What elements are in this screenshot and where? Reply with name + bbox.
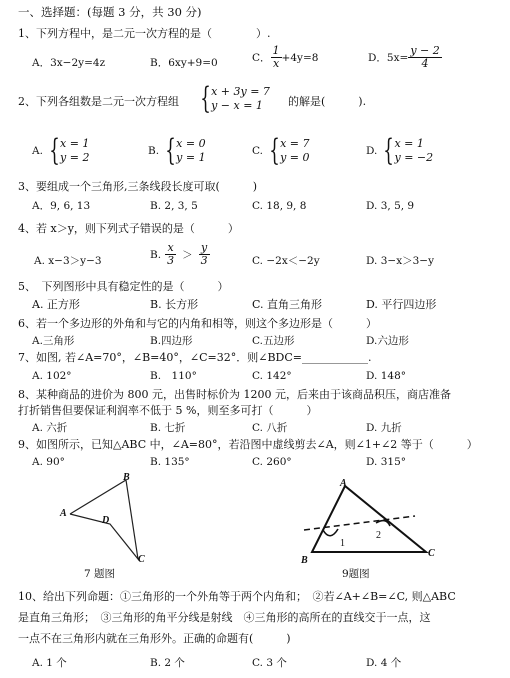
q2-b-eq1: x = 0: [176, 137, 206, 150]
question-10-stem-line3: 一点不在三角形内就在三角形外。正确的命题有( ): [18, 632, 291, 645]
q4-option-b[interactable]: [150, 242, 210, 267]
question-2-stem-tail: 的解是( ).: [288, 95, 367, 108]
fig7-label-c: C: [138, 554, 145, 565]
q3-option-d[interactable]: D. 3, 5, 9: [366, 200, 415, 212]
q2-a-eq2: y = 2: [60, 151, 90, 164]
question-3-stem: 3、要组成一个三角形,三条线段长度可取( ): [18, 180, 258, 193]
figure-9-cut-line: [304, 516, 415, 530]
fig9-label-c: C: [428, 548, 435, 559]
fig9-label-2: 2: [376, 530, 381, 541]
question-5-stem: 5、 下列图形中具有稳定性的是（ ）: [18, 280, 229, 293]
figure-9-angle-1-arc: [323, 529, 338, 536]
q8-option-d[interactable]: D. 九折: [366, 422, 402, 434]
q2-d-eq1: x = 1: [394, 137, 424, 150]
question-8-stem-line2: 打折销售但要保证利润率不低于 5 %，则至多可打（ ）: [18, 404, 318, 417]
q1-option-d-label: D．5x=: [368, 51, 409, 64]
q6-option-b[interactable]: B.四边形: [150, 335, 193, 347]
figure-9-triangle: [312, 486, 426, 552]
q2-option-a[interactable]: A. { x = 1 y = 2: [32, 133, 90, 168]
question-9-stem: 9、如图所示，已知△ABC 中，∠A=80°，若沿图中虚线剪去∠A，则∠1+∠2 等于（ ）: [18, 438, 478, 451]
question-1-stem: 1、下列方程中，是二元一次方程的是（ ）.: [18, 27, 271, 40]
q4-b-left-fraction: [165, 242, 176, 267]
q4-b-left-num: x: [167, 241, 174, 254]
q10-option-a[interactable]: A. 1 个: [32, 657, 67, 669]
q4-b-right-den: 3: [200, 254, 208, 267]
q7-option-b[interactable]: B. 110°: [150, 370, 197, 382]
q1-option-a[interactable]: A．3x−2y=4z: [32, 57, 106, 69]
fig9-label-1: 1: [340, 538, 345, 549]
q10-option-c[interactable]: C. 3 个: [252, 657, 287, 669]
question-2-stem: 2、下列各组数是二元一次方程组: [18, 95, 179, 108]
q2-option-b-label: B.: [148, 145, 160, 157]
q8-option-b[interactable]: B. 七折: [150, 422, 186, 434]
fig7-label-b: B: [123, 472, 130, 483]
q3-option-a[interactable]: A．9, 6, 13: [32, 200, 91, 212]
q8-option-a[interactable]: A. 六折: [32, 422, 68, 434]
question-4-stem: 4、若 x＞y，则下列式子错误的是（ ）: [18, 222, 239, 235]
q1-c-num: 1: [272, 44, 280, 57]
figure-9: [290, 474, 440, 564]
q6-option-d[interactable]: D.六边形: [366, 335, 409, 347]
q4-option-d[interactable]: D. 3−x＞3−y: [366, 255, 435, 267]
fig9-label-a: A: [340, 478, 347, 489]
section-title: 一、选择题：(每题 3 分，共 30 分): [18, 5, 202, 19]
fig7-label-d: D: [102, 515, 110, 526]
question-10-stem-line1: 10、给出下列命题：①三角形的一个外角等于两个内角和； ②若∠A+∠B=∠C, 则△ABC: [18, 590, 456, 603]
fig9-label-b: B: [301, 555, 308, 566]
q4-b-right-num: y: [200, 241, 208, 254]
q1-option-c-fraction: [271, 45, 282, 70]
q10-option-d[interactable]: D. 4 个: [366, 657, 402, 669]
fig9-caption: 9题图: [342, 568, 370, 580]
q4-option-b-label: B.: [150, 248, 162, 261]
q5-option-c[interactable]: C. 直角三角形: [252, 298, 323, 311]
q5-option-a[interactable]: A. 正方形: [32, 298, 80, 311]
q4-b-right-fraction: [199, 242, 210, 267]
q1-option-c-tail: +4y=8: [281, 51, 319, 64]
question-6-stem: 6、若一个多边形的外角和与它的内角和相等，则这个多边形是（ ）: [18, 317, 377, 330]
q2-system-eq2: y − x = 1: [211, 99, 263, 112]
q9-option-a[interactable]: A. 90°: [32, 456, 65, 468]
q1-d-den: 4: [408, 57, 441, 70]
q9-option-c[interactable]: C. 260°: [252, 456, 292, 468]
q3-option-b[interactable]: B. 2, 3, 5: [150, 200, 198, 212]
fig7-caption: 7 题图: [84, 568, 116, 580]
q1-c-den: x: [271, 57, 282, 70]
q1-d-num: y − 2: [410, 44, 440, 57]
q2-system: { x + 3y = 7 y − x = 1: [200, 81, 270, 116]
q9-option-d[interactable]: D. 315°: [366, 456, 407, 468]
q2-option-c-label: C.: [252, 145, 263, 157]
q1-option-d-fraction: [408, 45, 441, 70]
q5-option-d[interactable]: D. 平行四边形: [366, 298, 437, 311]
q7-option-d[interactable]: D. 148°: [366, 370, 407, 382]
q2-option-d[interactable]: D. { x = 1 y = −2: [366, 133, 434, 168]
figure-7: [60, 472, 180, 572]
q2-option-a-label: A.: [32, 145, 43, 157]
q3-option-c[interactable]: C. 18, 9, 8: [252, 200, 307, 212]
question-7-stem: 7、如图, 若∠A=70°，∠B=40°，∠C=32°．则∠BDC=____________.: [18, 351, 372, 364]
fig7-label-a: A: [60, 508, 67, 519]
q6-option-a[interactable]: A.三角形: [32, 335, 75, 347]
q6-option-c[interactable]: C.五边形: [252, 335, 295, 347]
q4-b-operator: ＞: [182, 248, 193, 261]
q2-option-d-label: D.: [366, 145, 378, 157]
q1-option-c-label: C．: [252, 51, 271, 64]
question-8-stem-line1: 8、某种商品的进价为 800 元，出售时标价为 1200 元，后来由于该商品积压，商店准备: [18, 388, 451, 401]
q1-option-d[interactable]: [368, 45, 442, 70]
q2-c-eq1: x = 7: [280, 137, 310, 150]
q4-b-left-den: 3: [167, 254, 175, 267]
q1-option-b[interactable]: B．6xy+9=0: [150, 57, 218, 69]
q7-option-a[interactable]: A. 102°: [32, 370, 72, 382]
q4-option-a[interactable]: A. x−3＞y−3: [34, 255, 102, 267]
q4-option-c[interactable]: C. −2x＜−2y: [252, 255, 320, 267]
q10-option-b[interactable]: B. 2 个: [150, 657, 185, 669]
q1-option-c[interactable]: [252, 45, 318, 70]
q2-b-eq2: y = 1: [176, 151, 206, 164]
q7-option-c[interactable]: C. 142°: [252, 370, 292, 382]
question-10-stem-line2: 是直角三角形； ③三角形的角平分线是射线 ④三角形的高所在的直线交于一点，这: [18, 611, 431, 624]
q8-option-c[interactable]: C. 八折: [252, 422, 288, 434]
q5-option-b[interactable]: B. 长方形: [150, 298, 199, 311]
q9-option-b[interactable]: B. 135°: [150, 456, 190, 468]
q2-option-c[interactable]: C. { x = 7 y = 0: [252, 133, 310, 168]
q2-option-b[interactable]: B. { x = 0 y = 1: [148, 133, 206, 168]
q2-system-eq1: x + 3y = 7: [211, 85, 270, 98]
q2-a-eq1: x = 1: [60, 137, 90, 150]
q2-d-eq2: y = −2: [394, 151, 434, 164]
q2-c-eq2: y = 0: [280, 151, 310, 164]
